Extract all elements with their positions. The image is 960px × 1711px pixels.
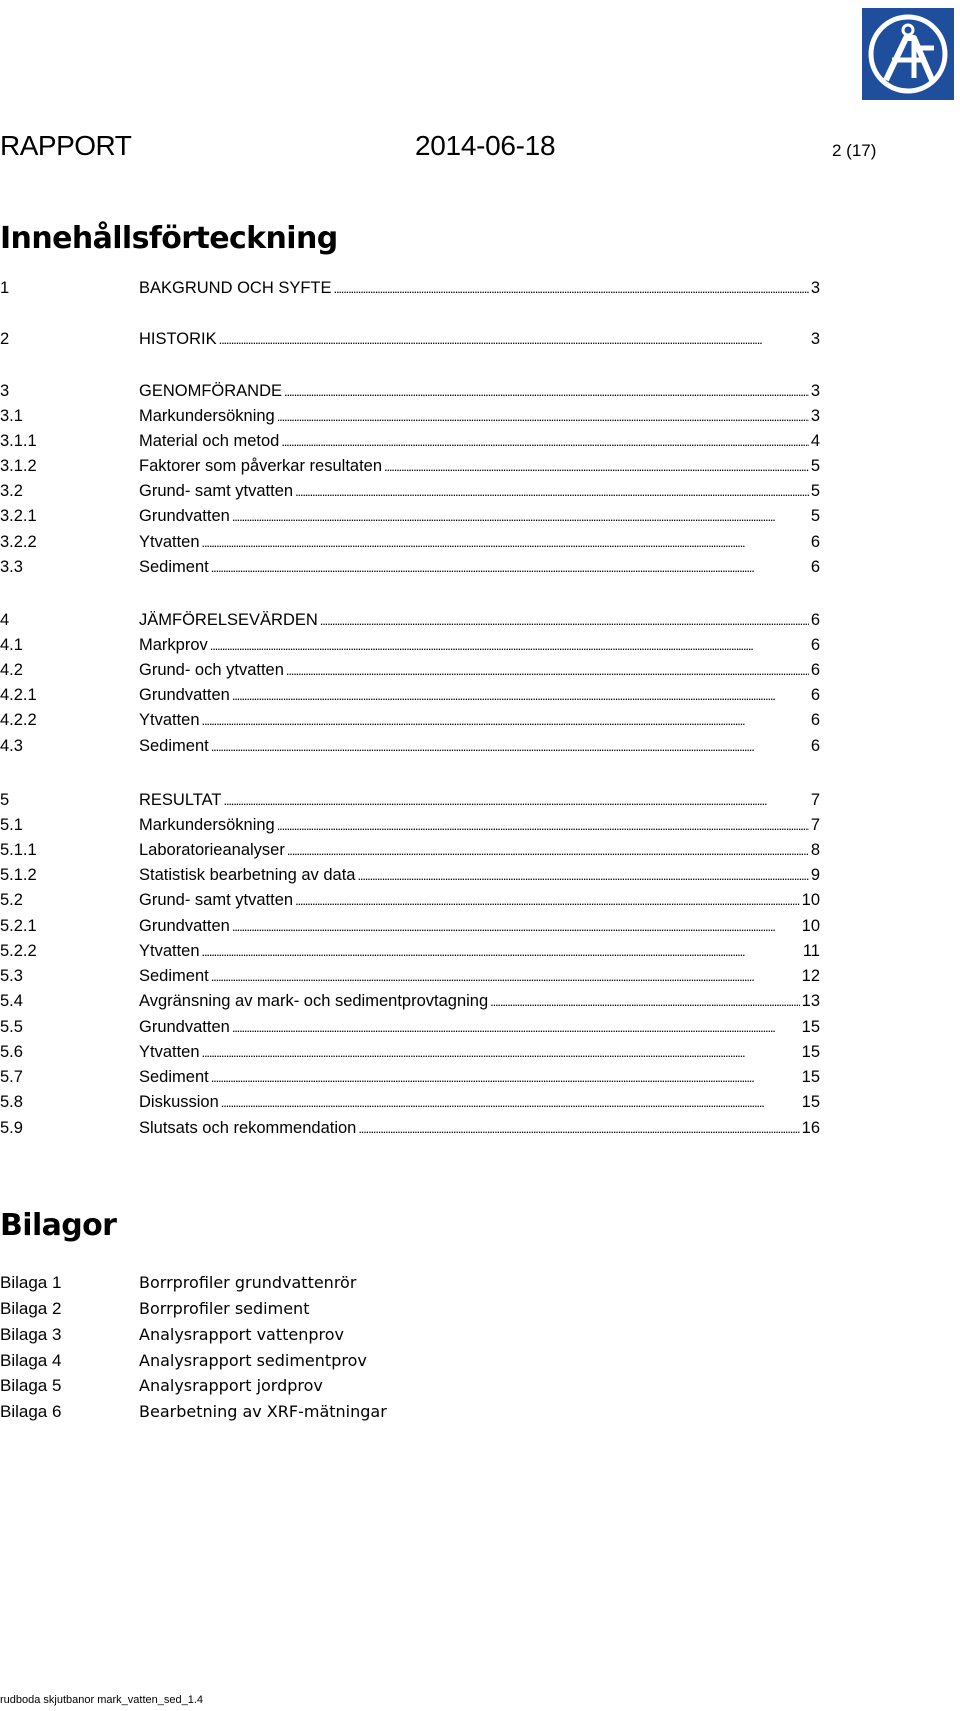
- report-date: 2014-06-18: [415, 130, 556, 161]
- toc-entry-number: 4: [0, 611, 10, 629]
- toc-entry-page: 13: [801, 992, 820, 1010]
- appendix-label: Bilaga 5: [0, 1376, 62, 1395]
- appendix-title: Analysrapport sedimentprov: [139, 1351, 367, 1370]
- appendix-title: Borrprofiler sediment: [139, 1299, 310, 1318]
- toc-leader-dots: [202, 530, 809, 555]
- toc-entry[interactable]: [0, 608, 820, 633]
- toc-leader-dots: [202, 708, 809, 733]
- toc-entry-number: 3.2.2: [0, 533, 37, 551]
- appendix-label: Bilaga 2: [0, 1299, 62, 1318]
- toc-leader-dots: [211, 1065, 800, 1090]
- toc-entry-title: Grundvatten: [139, 1018, 230, 1036]
- toc-entry-number: 3.2: [0, 482, 23, 500]
- toc-entry-title: Sediment: [139, 558, 209, 576]
- toc-entry-page: 5: [810, 482, 820, 500]
- toc-leader-dots: [295, 479, 809, 504]
- toc-entry-number: 5.4: [0, 992, 23, 1010]
- toc-entry-number: 5.9: [0, 1119, 23, 1137]
- toc-entry-number: 5.1: [0, 816, 23, 834]
- toc-leader-dots: [202, 939, 801, 964]
- toc-entry[interactable]: [0, 888, 820, 913]
- toc-entry-page: 5: [810, 457, 820, 475]
- toc-entry-page: 15: [801, 1043, 820, 1061]
- appendix-item: [0, 1373, 600, 1399]
- toc-entry-title: HISTORIK: [139, 330, 217, 348]
- toc-entry-title: Markundersökning: [139, 816, 275, 834]
- toc-entry-number: 4.2.2: [0, 711, 37, 729]
- toc-leader-dots: [210, 633, 809, 658]
- toc-entry[interactable]: [0, 1040, 820, 1065]
- toc-entry-number: 4.1: [0, 636, 23, 654]
- toc-entry-title: Grund- och ytvatten: [139, 661, 284, 679]
- page-number: 2 (17): [832, 141, 877, 160]
- toc-entry[interactable]: [0, 1065, 820, 1090]
- toc-entry[interactable]: [0, 479, 820, 504]
- toc-entry[interactable]: [0, 734, 820, 759]
- toc-entry-page: 12: [801, 967, 820, 985]
- toc-heading: Innehållsförteckning: [0, 221, 338, 256]
- toc-entry-title: Diskussion: [139, 1093, 219, 1111]
- report-type: RAPPORT: [0, 130, 132, 161]
- toc-entry-title: GENOMFÖRANDE: [139, 382, 283, 400]
- toc-entry-page: 3: [810, 407, 820, 425]
- toc-entry-page: 7: [810, 791, 820, 809]
- toc-entry-title: Sediment: [139, 967, 209, 985]
- toc-leader-dots: [232, 504, 809, 529]
- toc-entry[interactable]: [0, 813, 820, 838]
- toc-leader-dots: [277, 404, 809, 429]
- toc-entry-number: 3.2.1: [0, 507, 37, 525]
- toc-entry-number: 5.2.2: [0, 942, 37, 960]
- appendix-item: [0, 1399, 600, 1425]
- toc-entry-page: 6: [810, 686, 820, 704]
- toc-entry-number: 5.8: [0, 1093, 23, 1111]
- toc-entry-number: 3.3: [0, 558, 23, 576]
- toc-leader-dots: [384, 454, 809, 479]
- toc-entry[interactable]: [0, 555, 820, 580]
- toc-entry-page: 6: [810, 636, 820, 654]
- toc-entry[interactable]: [0, 276, 820, 301]
- toc-leader-dots: [232, 914, 800, 939]
- toc-entry[interactable]: [0, 530, 820, 555]
- toc-entry-page: 15: [801, 1093, 820, 1111]
- toc-entry[interactable]: [0, 964, 820, 989]
- toc-entry-title: Markprov: [139, 636, 208, 654]
- af-logo: [862, 8, 954, 100]
- toc-entry-page: 10: [801, 917, 820, 935]
- toc-entry[interactable]: [0, 658, 820, 683]
- toc-leader-dots: [334, 276, 809, 301]
- toc-entry-title: Statistisk bearbetning av data: [139, 866, 356, 884]
- appendix-item: [0, 1270, 600, 1296]
- toc-leader-dots: [202, 1040, 800, 1065]
- toc-entry[interactable]: [0, 429, 820, 454]
- toc-entry-number: 5.2: [0, 891, 23, 909]
- toc-entry-page: 6: [810, 611, 820, 629]
- toc-entry-title: Grund- samt ytvatten: [139, 482, 294, 500]
- toc-entry-page: 3: [810, 330, 820, 348]
- toc-entry-title: Grund- samt ytvatten: [139, 891, 294, 909]
- toc-entry-title: Material och metod: [139, 432, 280, 450]
- toc-entry-title: Faktorer som påverkar resultaten: [139, 457, 383, 475]
- footer-filename: rudboda skjutbanor mark_vatten_sed_1.4: [0, 1694, 204, 1706]
- appendix-title: Analysrapport vattenprov: [139, 1325, 345, 1344]
- toc-entry[interactable]: [0, 404, 820, 429]
- toc-entry-title: Sediment: [139, 1068, 209, 1086]
- toc-entry-page: 8: [810, 841, 820, 859]
- toc-leader-dots: [287, 838, 809, 863]
- toc-entry-title: Sediment: [139, 737, 209, 755]
- toc-entry-title: Grundvatten: [139, 686, 230, 704]
- toc-leader-dots: [232, 683, 809, 708]
- toc-leader-dots: [358, 1116, 799, 1141]
- toc-entry[interactable]: [0, 838, 820, 863]
- toc-entry-title: Avgränsning av mark- och sedimentprovtagning: [139, 992, 489, 1010]
- toc-entry[interactable]: [0, 708, 820, 733]
- toc-leader-dots: [211, 964, 800, 989]
- toc-entry-number: 3.1: [0, 407, 23, 425]
- toc-entry-number: 4.2: [0, 661, 23, 679]
- appendix-title: Borrprofiler grundvattenrör: [139, 1273, 357, 1292]
- toc-entry-number: 5.1.2: [0, 866, 37, 884]
- appendix-label: Bilaga 6: [0, 1402, 62, 1421]
- toc-leader-dots: [357, 863, 808, 888]
- toc-entry-page: 6: [810, 661, 820, 679]
- toc-entry-number: 4.3: [0, 737, 23, 755]
- toc-entry[interactable]: [0, 1116, 820, 1141]
- toc-entry-title: Markundersökning: [139, 407, 275, 425]
- appendices-heading: Bilagor: [0, 1208, 117, 1243]
- toc-entry-page: 6: [810, 737, 820, 755]
- toc-entry[interactable]: [0, 504, 820, 529]
- toc-entry-page: 16: [801, 1119, 820, 1137]
- toc-entry-page: 10: [801, 891, 820, 909]
- toc-entry-page: 7: [810, 816, 820, 834]
- toc-entry-number: 5.1.1: [0, 841, 37, 859]
- toc-entry-number: 5.5: [0, 1018, 23, 1036]
- toc-leader-dots: [286, 658, 809, 683]
- toc-entry-title: Laboratorieanalyser: [139, 841, 285, 859]
- toc-leader-dots: [295, 888, 800, 913]
- appendix-label: Bilaga 1: [0, 1273, 62, 1292]
- toc-entry-number: 3: [0, 382, 10, 400]
- toc-entry-number: 5.6: [0, 1043, 23, 1061]
- toc-entry-number: 3.1.2: [0, 457, 37, 475]
- toc-entry-number: 5: [0, 791, 10, 809]
- toc-entry-number: 3.1.1: [0, 432, 37, 450]
- toc-entry[interactable]: [0, 989, 820, 1014]
- toc-leader-dots: [221, 1090, 800, 1115]
- toc-entry[interactable]: [0, 327, 820, 352]
- toc-entry-title: Ytvatten: [139, 711, 200, 729]
- toc-leader-dots: [211, 555, 809, 580]
- toc-leader-dots: [284, 379, 809, 404]
- toc-entry[interactable]: [0, 633, 820, 658]
- toc-entry-title: Ytvatten: [139, 533, 200, 551]
- toc-leader-dots: [232, 1015, 800, 1040]
- toc-entry-page: 15: [801, 1068, 820, 1086]
- toc-leader-dots: [320, 608, 809, 633]
- toc-leader-dots: [219, 327, 809, 352]
- toc-entry-title: Grundvatten: [139, 507, 230, 525]
- toc-entry-number: 5.7: [0, 1068, 23, 1086]
- toc-entry[interactable]: [0, 788, 820, 813]
- toc-entry[interactable]: [0, 863, 820, 888]
- toc-entry-page: 6: [810, 711, 820, 729]
- toc-entry-page: 3: [810, 382, 820, 400]
- toc-entry-number: 5.2.1: [0, 917, 37, 935]
- toc-leader-dots: [277, 813, 809, 838]
- toc-entry-title: BAKGRUND OCH SYFTE: [139, 279, 332, 297]
- toc-entry-title: JÄMFÖRELSEVÄRDEN: [139, 611, 318, 629]
- toc-entry-number: 2: [0, 330, 10, 348]
- appendix-item: [0, 1348, 600, 1374]
- toc-entry-title: RESULTAT: [139, 791, 222, 809]
- toc-entry-page: 11: [802, 942, 820, 960]
- toc-leader-dots: [281, 429, 808, 454]
- toc-entry[interactable]: [0, 379, 820, 404]
- toc-entry-number: 4.2.1: [0, 686, 37, 704]
- toc-entry-title: Ytvatten: [139, 1043, 200, 1061]
- toc-entry[interactable]: [0, 939, 820, 964]
- toc-entry[interactable]: [0, 914, 820, 939]
- toc-entry-number: 1: [0, 279, 10, 297]
- appendix-item: [0, 1322, 600, 1348]
- toc-entry-title: Slutsats och rekommendation: [139, 1119, 357, 1137]
- toc-leader-dots: [211, 734, 809, 759]
- toc-entry-page: 6: [810, 558, 820, 576]
- toc-entry-title: Grundvatten: [139, 917, 230, 935]
- toc-entry[interactable]: [0, 1090, 820, 1115]
- toc-leader-dots: [224, 788, 809, 813]
- toc-entry-number: 5.3: [0, 967, 23, 985]
- toc-entry[interactable]: [0, 454, 820, 479]
- toc-entry[interactable]: [0, 683, 820, 708]
- toc-entry-page: 4: [810, 432, 820, 450]
- toc-leader-dots: [490, 989, 800, 1014]
- toc-entry-page: 3: [810, 279, 820, 297]
- af-logo-graphic: [862, 8, 954, 100]
- toc-entry-page: 6: [810, 533, 820, 551]
- toc-entry-page: 15: [801, 1018, 820, 1036]
- toc-entry-title: Ytvatten: [139, 942, 200, 960]
- appendix-item: [0, 1296, 600, 1322]
- appendix-label: Bilaga 3: [0, 1325, 62, 1344]
- appendix-title: Bearbetning av XRF-mätningar: [139, 1402, 387, 1421]
- toc-entry-page: 5: [810, 507, 820, 525]
- appendix-title: Analysrapport jordprov: [139, 1376, 323, 1395]
- toc-entry[interactable]: [0, 1015, 820, 1040]
- appendix-label: Bilaga 4: [0, 1351, 62, 1370]
- toc-entry-page: 9: [810, 866, 820, 884]
